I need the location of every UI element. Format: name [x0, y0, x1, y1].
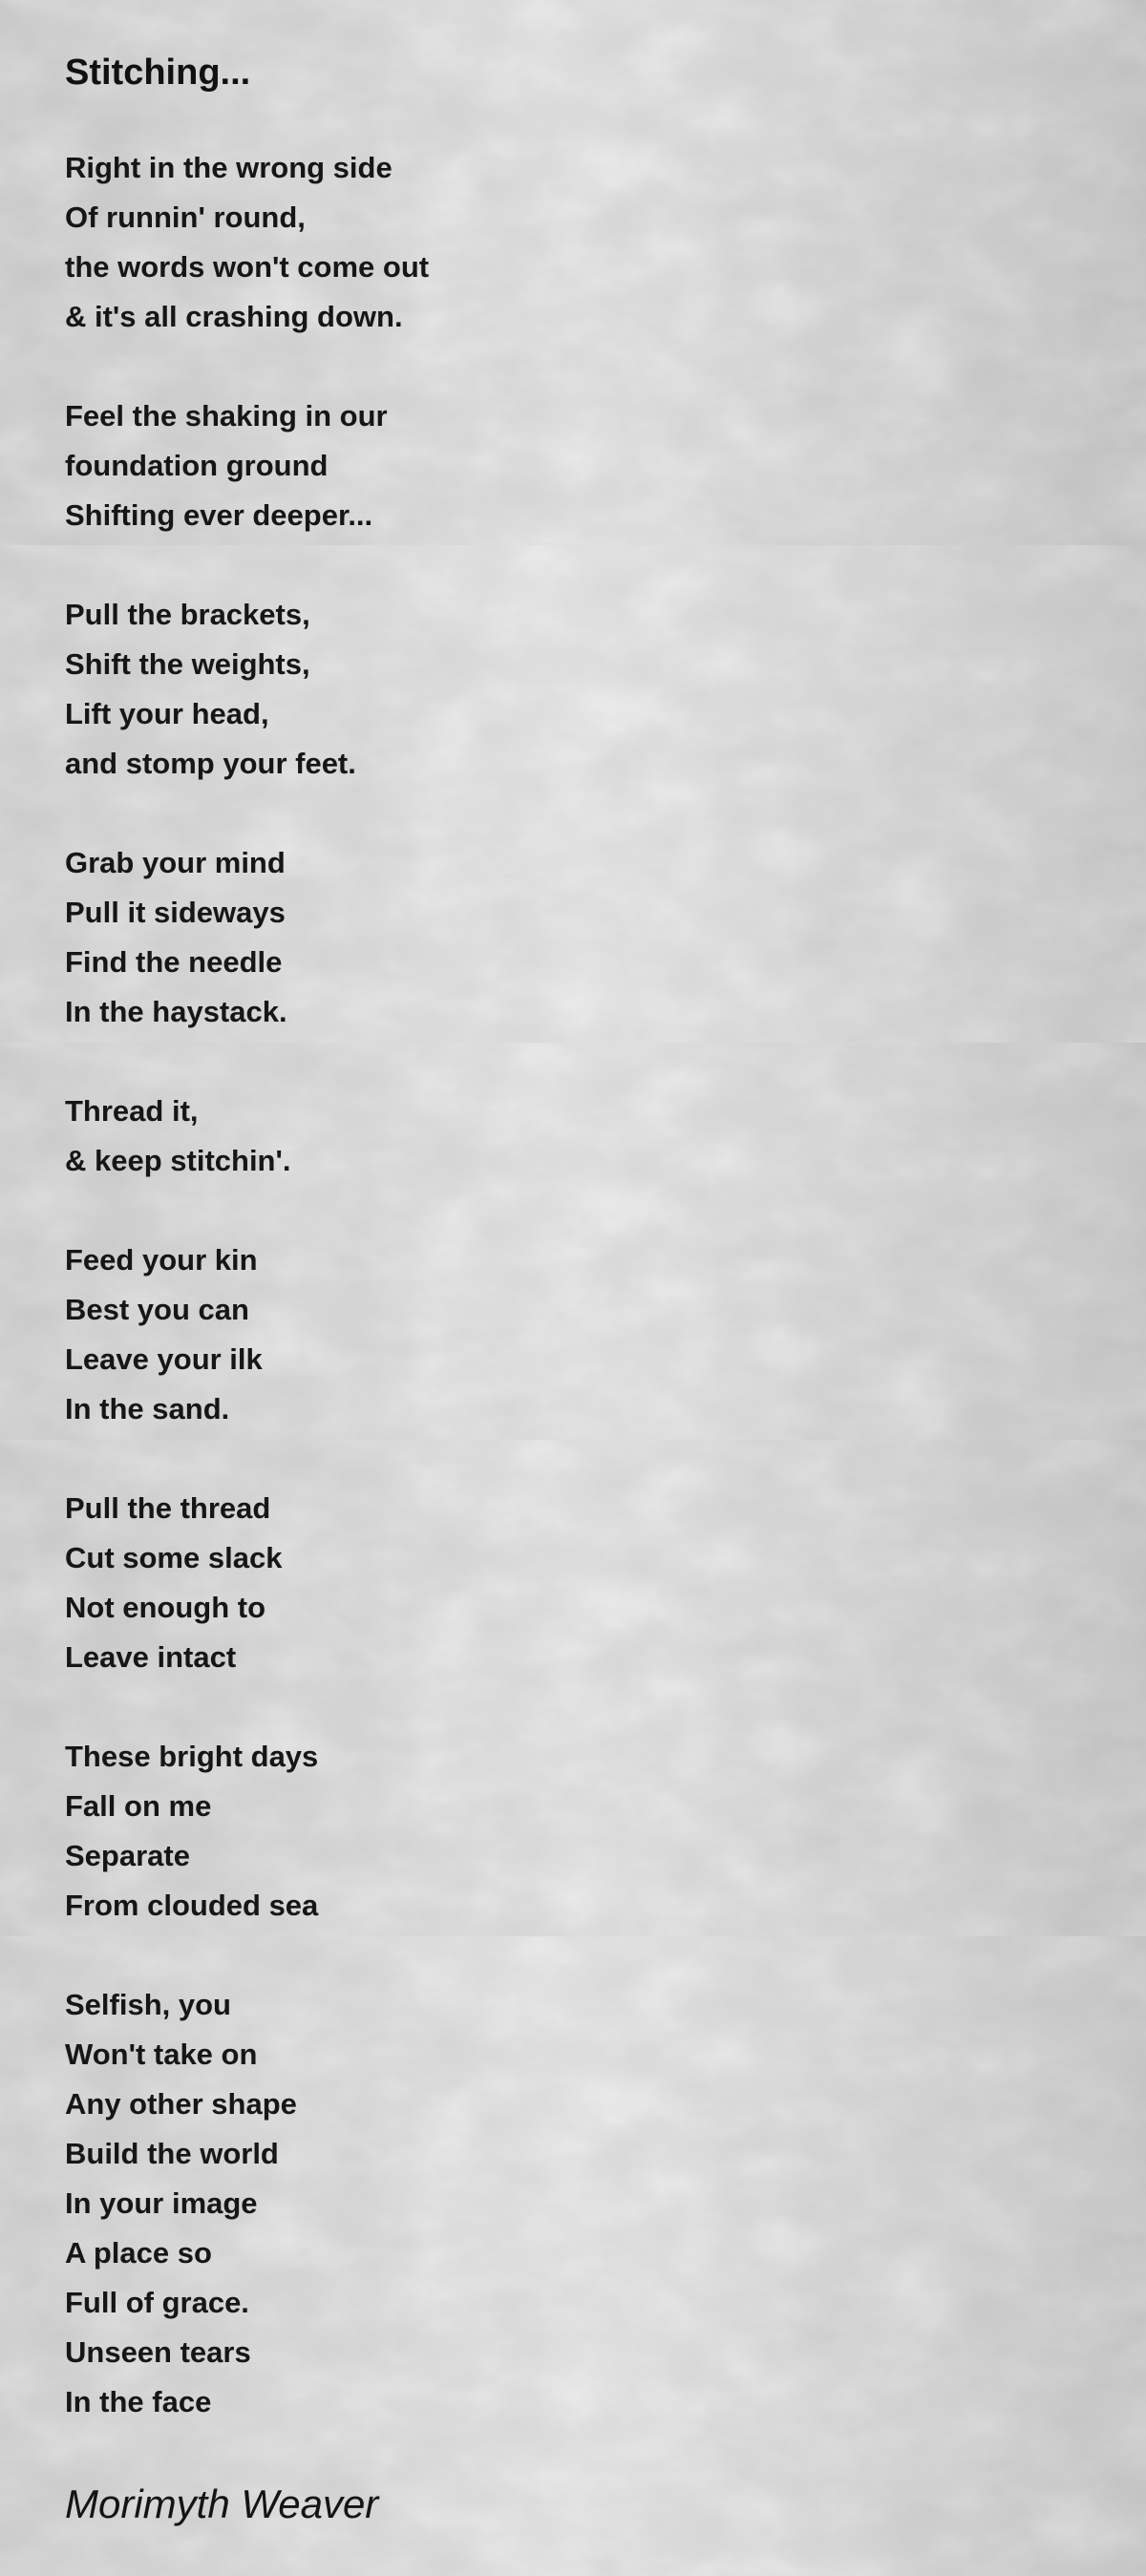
poem-line: Thread it, [65, 1094, 199, 1128]
poem-line: These bright days [65, 1740, 319, 1773]
stanza-break [65, 540, 924, 590]
poem-line: In the face [65, 2385, 212, 2418]
poem-line: In the haystack. [65, 995, 287, 1028]
poem-author: Morimyth Weaver [65, 2481, 379, 2526]
stanza-break [65, 1931, 924, 1980]
stanza-break [65, 789, 924, 838]
stanza-break [65, 1434, 924, 1484]
poem-line: From clouded sea [65, 1889, 319, 1922]
poem-line: A place so [65, 2236, 212, 2270]
poem-line: foundation ground [65, 449, 329, 482]
poem-line: Selfish, you [65, 1988, 231, 2021]
poem-line: Lift your head, [65, 697, 269, 730]
poem-line: Shifting ever deeper... [65, 498, 373, 532]
poem-body [65, 143, 924, 2427]
poem-line: Pull the thread [65, 1491, 271, 1525]
poem-line: Of runnin' round, [65, 201, 306, 234]
stanza-break [65, 1682, 924, 1732]
poem-title: Stitching... [65, 53, 251, 93]
poem-line: Pull the brackets, [65, 598, 310, 631]
poem-line: Feel the shaking in our [65, 399, 388, 433]
poem-line: Separate [65, 1839, 190, 1872]
poem-line: Won't take on [65, 2038, 258, 2071]
poem-line: In the sand. [65, 1392, 230, 1425]
poem-line: Pull it sideways [65, 896, 286, 929]
poem-line: and stomp your feet. [65, 747, 356, 780]
poem-line: Shift the weights, [65, 647, 310, 681]
poem-line: Cut some slack [65, 1541, 283, 1574]
poem-line: Find the needle [65, 945, 283, 979]
poem-line: Full of grace. [65, 2286, 249, 2319]
poem-line: Best you can [65, 1293, 249, 1326]
poem-line: Unseen tears [65, 2335, 251, 2369]
poem-line: & it's all crashing down. [65, 300, 403, 333]
poem-line: the words won't come out [65, 250, 430, 284]
poem-line: Leave your ilk [65, 1342, 263, 1376]
stanza-break [65, 342, 924, 391]
stanza-break [65, 1186, 924, 1235]
stanza-break [65, 1037, 924, 1087]
poem-line: In your image [65, 2186, 258, 2220]
poem-line: Grab your mind [65, 846, 286, 879]
poem-line: Build the world [65, 2137, 279, 2170]
poem-line: & keep stitchin'. [65, 1144, 291, 1177]
poem-line: Fall on me [65, 1789, 212, 1823]
poem-line: Not enough to [65, 1591, 266, 1624]
poem-line: Feed your kin [65, 1243, 258, 1277]
poem-line: Any other shape [65, 2087, 297, 2121]
poem-line: Right in the wrong side [65, 151, 393, 184]
poem-line: Leave intact [65, 1640, 237, 1674]
